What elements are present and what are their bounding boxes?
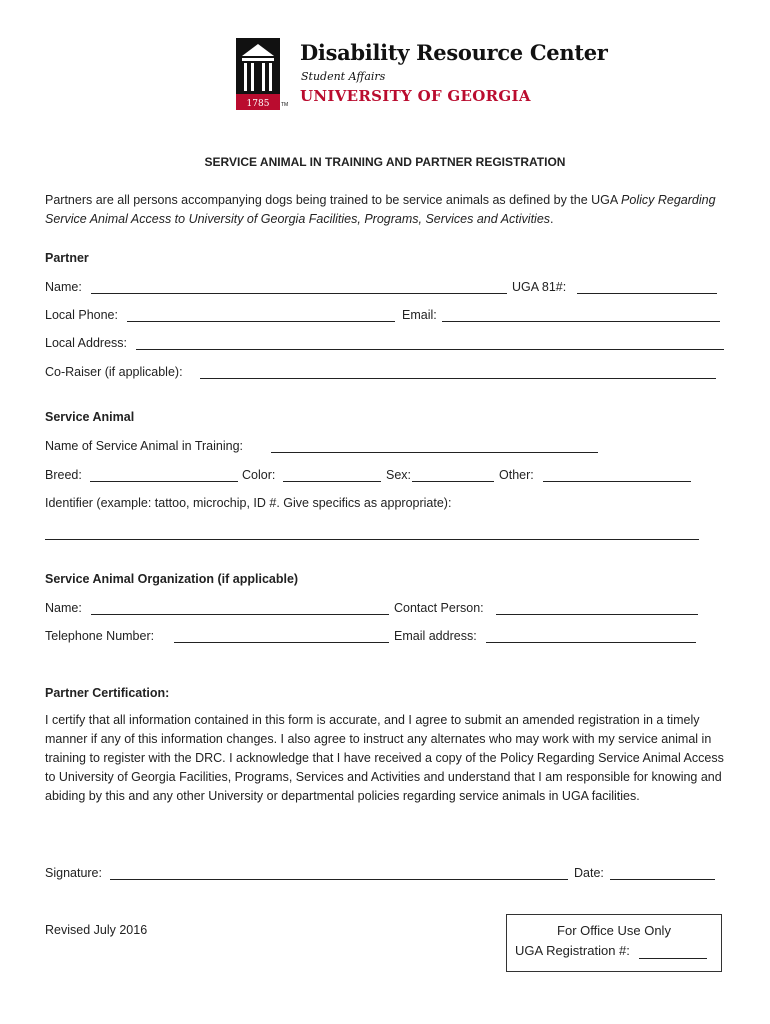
registration-field[interactable] [639, 958, 707, 959]
org-email-label: Email address: [394, 629, 477, 643]
email-field[interactable] [442, 321, 720, 322]
division-name: Student Affairs [301, 70, 386, 83]
contact-person-label: Contact Person: [394, 601, 484, 615]
trademark-mark: TM [281, 102, 289, 108]
department-name: Disability Resource Center [300, 40, 608, 65]
color-label: Color: [242, 468, 276, 482]
document-title: SERVICE ANIMAL IN TRAINING AND PARTNER REGISTRATION [204, 155, 566, 169]
other-label: Other: [499, 468, 534, 482]
certification-text: I certify that all information contained in this form is accurate, and I agree to submit an amended registration in a timely manner if any of this information changes. I also agree to instruct any alternates who may work with my service animal in training to register with the DRC. I acknowledge that I have received a copy of the Policy Regarding Service Animal Access to University of Georgia Facilities, Programs, Services and Activities and understand that I am responsible for knowing and abiding by this and any other University or departmental policies regarding service animals in UGA facilities. [45, 713, 724, 803]
org-email-field[interactable] [486, 642, 696, 643]
local-address-label: Local Address: [45, 336, 127, 350]
animal-name-label: Name of Service Animal in Training: [45, 439, 244, 453]
coraiser-field[interactable] [200, 378, 716, 379]
sex-label: Sex: [386, 468, 412, 482]
sex-field[interactable] [412, 481, 494, 482]
org-name-label: Name: [45, 601, 82, 615]
intro-end: . [550, 212, 554, 226]
intro-paragraph [45, 191, 735, 229]
partner-name-field[interactable] [91, 293, 507, 294]
coraiser-label: Co-Raiser (if applicable): [45, 365, 183, 379]
date-field[interactable] [610, 879, 715, 880]
org-name-field[interactable] [91, 614, 389, 615]
certification-heading: Partner Certification: [45, 686, 170, 700]
telephone-label: Telephone Number: [45, 629, 155, 643]
local-phone-label: Local Phone: [45, 308, 118, 322]
signature-label: Signature: [45, 866, 102, 880]
revised-date: Revised July 2016 [45, 923, 148, 937]
service-animal-heading: Service Animal [45, 410, 135, 424]
date-label: Date: [574, 866, 604, 880]
logo-year: 1785 [246, 99, 270, 109]
animal-name-field[interactable] [271, 452, 598, 453]
office-use-title: For Office Use Only [557, 923, 671, 938]
organization-heading: Service Animal Organization (if applicable) [45, 572, 299, 586]
university-name: UNIVERSITY OF GEORGIA [300, 87, 531, 105]
identifier-label: Identifier (example: tattoo, microchip, ID #. Give specifics as appropriate): [45, 496, 452, 510]
policy-title: Policy Regarding Service Animal Access to University of Georgia Facilities, Programs, Services and Activities [45, 193, 716, 226]
intro-text: Partners are all persons accompanying dogs being trained to be service animals as defined by the UGA [45, 193, 622, 207]
signature-field[interactable] [110, 879, 568, 880]
office-use-box [506, 914, 722, 972]
identifier-field[interactable] [45, 539, 699, 540]
local-address-field[interactable] [136, 349, 724, 350]
contact-person-field[interactable] [496, 614, 698, 615]
partner-heading: Partner [45, 251, 89, 265]
breed-field[interactable] [90, 481, 238, 482]
breed-label: Breed: [45, 468, 82, 482]
uga81-field[interactable] [577, 293, 717, 294]
local-phone-field[interactable] [127, 321, 395, 322]
telephone-field[interactable] [174, 642, 389, 643]
other-field[interactable] [543, 481, 691, 482]
partner-name-label: Name: [45, 280, 82, 294]
uga-arch-logo [236, 38, 280, 110]
email-label: Email: [402, 308, 437, 322]
uga81-label: UGA 81#: [512, 280, 567, 294]
registration-label: UGA Registration #: [515, 943, 630, 958]
color-field[interactable] [283, 481, 381, 482]
